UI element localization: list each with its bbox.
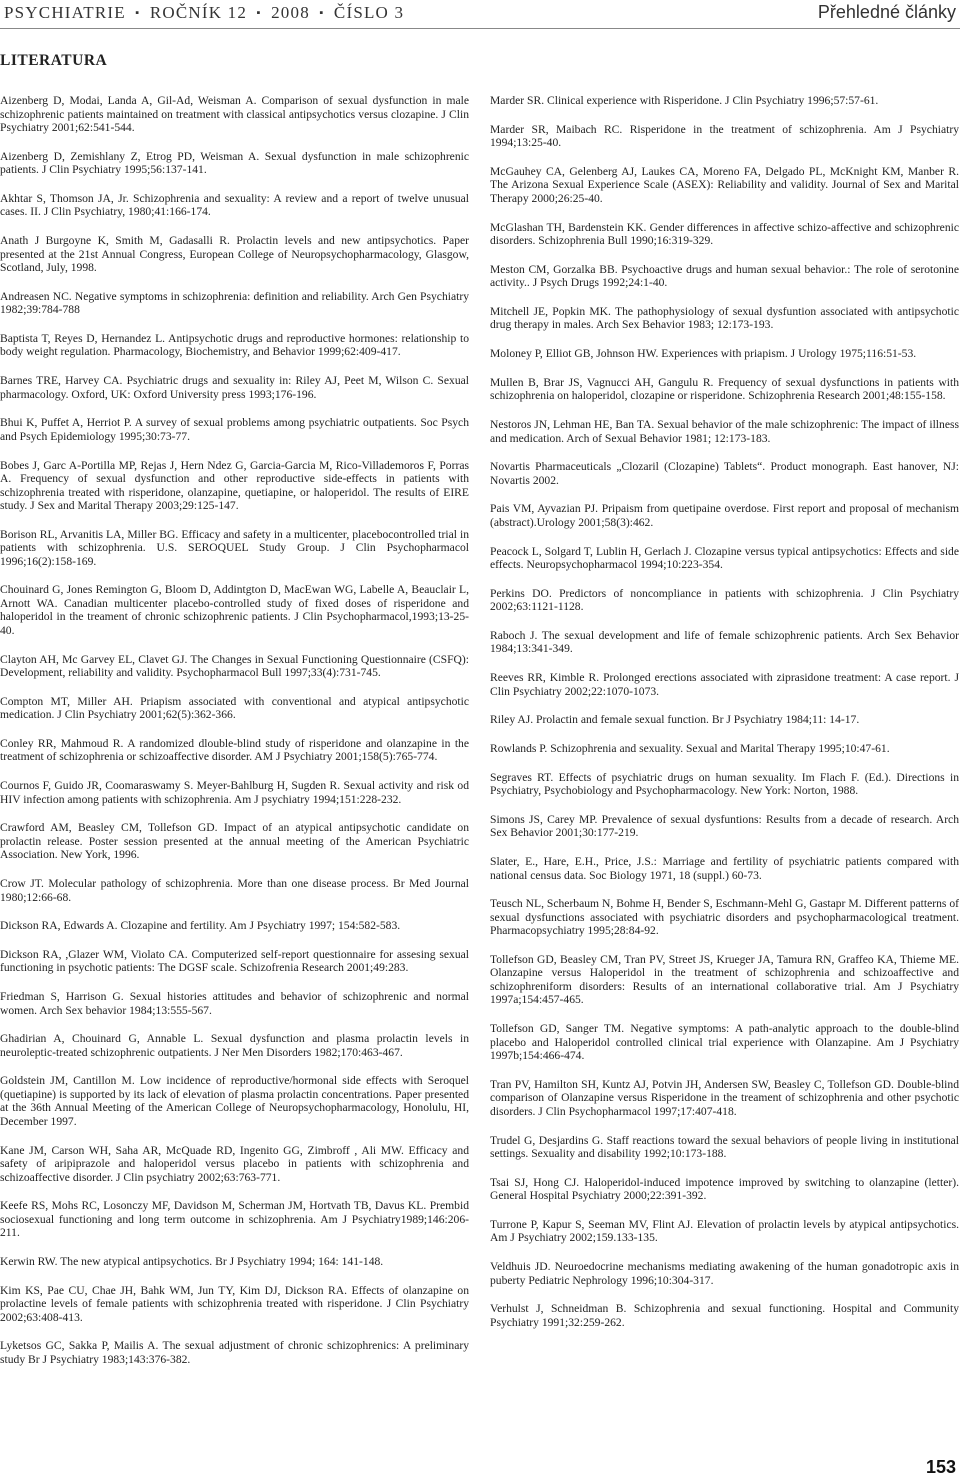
reference-entry: Chouinard G, Jones Remington G, Bloom D, Addintgton D, MacEwan WG, Labelle A, Beauclair L, Arnott WA. Canadian multicenter placebo-controlled study of fixed doses of risperidone and haloperidol in the treament of chronic schizophrenic patients. J Clin Psychopharmacol,1993;13-25-40. [0,583,469,637]
reference-entry: Moloney P, Elliot GB, Johnson HW. Experiences with priapism. J Urology 1975;116:51-53. [490,347,917,361]
reference-entry: Ghadirian A, Chouinard G, Annable L. Sexual dysfunction and plasma prolactin levels in neuroleptic-treated schizophrenic outpatients. J Ner Men Disorders 1982;170:463-467. [0,1032,469,1059]
reference-entry: Kane JM, Carson WH, Saha AR, McQuade RD, Ingenito GG, Zimbroff , Ali MW. Efficacy and safety of aripiprazole and haloperidol versus placebo in patients with schizophrenia and schizoaffective disorder. J Clin psychiatry 2002;63:763-771. [0,1143,469,1184]
reference-entry: Keefe RS, Mohs RC, Losonczy MF, Davidson M, Scherman JM, Hortvath TB, Davus KL. Prembid sociosexual functioning and long term outcome in schizophrenia. Am J Psychiatry1989;146:206-211. [0,1199,469,1240]
reference-entry: Raboch J. The sexual development and life of female schizophrenic patients. Arch Sex Behavior 1984;13:341-349. [490,628,959,656]
reference-entry: Akhtar S, Thomson JA, Jr. Schizophrenia and sexuality: A review and a report of twelve unusual cases. II. J Clin Psychiatry, 1980;41:166-174. [0,191,469,219]
reference-entry: Tsai SJ, Hong CJ. Haloperidol-induced impotence improved by switching to olanzapine (letter). General Hospital Psychiatry 2000;22:391-392. [490,1175,959,1203]
reference-entry: Tollefson GD, Beasley CM, Tran PV, Street JS, Krueger JA, Tamura RN, Graffeo KA, Thieme ME. Olanzapine versus Haloperidol in the treatment of schizophrenia and schizoaffective and schizophreniform disorders: Results of an international collaborative trial. Am J Psychiatry 1997a;154:457-465. [490,952,959,1007]
reference-entry: Conley RR, Mahmoud R. A randomized dlouble-blind study of risperidone and olanzapine in the treatment of schizophrenia or schizoaffective disorder. AM J Psychiatry 2001;158(5):765-774. [0,736,469,764]
reference-entry: Mitchell JE, Popkin MK. The pathophysiology of sexual dysfuntion associated with antipsychotic drug therapy in males. Arch Sex Behavior 1983; 12:173-193. [490,304,959,332]
reference-entry: Meston CM, Gorzalka BB. Psychoactive drugs and human sexual behavior.: The role of serotonine activity.. J Psych Drugs 1992;24:1-40. [490,262,959,290]
reference-entry: Segraves RT. Effects of psychiatric drugs on human sexuality. Im Flach F. (Ed.). Directions in Psychiatry, Psychobiology and Psychopharmacology. New York: Norton, 1988. [490,770,959,798]
reference-entry: Dickson RA, Edwards A. Clozapine and fertility. Am J Psychiatry 1997; 154:582-583. [0,919,401,933]
reference-entry: Crow JT. Molecular pathology of schizophrenia. More than one disease process. Br Med Journal 1980;12:66-68. [0,877,469,904]
reference-entry: Pais VM, Ayvazian PJ. Pripaism from quetipaine overdose. First report and proposal of mechanism (abstract).Urology 2001;58(3):462. [490,502,959,529]
section-title: Přehledné články [817,2,956,22]
reference-entry: Tollefson GD, Sanger TM. Negative symptoms: A path-analytic approach to the double-blind placebo and Haloperidol controlled clinical trial experience with Olanzapine. Am J Psychiatry 1997b;154:466-474. [490,1022,959,1063]
reference-entry: Crawford AM, Beasley CM, Tollefson GD. Impact of an atypical antipsychotic candidate on prolactin release. Poster session presented at the annual meeting of the American Psychiatric Association. New York, 1996. [0,821,469,862]
reference-entry: Veldhuis JD. Neuroedocrine mechanisms mediating awakening of the human gonadotropic axis in puberty Pediatric Nephrology 1996;10:304-317. [490,1260,959,1287]
reference-entry: Marder SR. Clinical experience with Risperidone. J Clin Psychiatry 1996;57:57-61. [490,94,879,107]
separator-square-icon: ▪ [319,7,325,19]
reference-entry: Andreasen NC. Negative symptoms in schizophrenia: definition and reliability. Arch Gen Psychiatry 1982;39:784-788 [0,289,469,317]
reference-entry: McGauhey CA, Gelenberg AJ, Laukes CA, Moreno FA, Delgado PL, McKnight KM, Manber R. The Arizona Sexual Experience Scale (ASEX): Reliability and validity. Journal of Sex and Marital Therapy 2000;26:25-40. [490,164,959,205]
reference-entry: Aizenberg D, Zemishlany Z, Etrog PD, Weisman A. Sexual dysfunction in male schizophrenic patients. J Clin Psychiatry 1995;56:137-141. [0,149,469,177]
reference-entry: Bobes J, Garc A-Portilla MP, Rejas J, Hern Ndez G, Garcia-Garcia M, Rico-Villademoros F, Porras A. Frequency of sexual dysfunction and other reproductive side-effects in patients with schizophrenia treated with risperidone, olanzapine, quetiapine, or haloperidol. The results of EIRE study. J Sex and Marital Therapy 2003;29:125-147. [0,458,469,512]
running-header [0,0,960,29]
reference-entry: Tran PV, Hamilton SH, Kuntz AJ, Potvin JH, Andersen SW, Beasley C, Tollefson GD. Double-blind comparison of Olanzapine versus Risperidone in the treament of schizophrenia and other psychotic disorders. J Clin Psychopharmacol 1997;17:407-418. [490,1077,959,1118]
reference-entry: Clayton AH, Mc Garvey EL, Clavet GJ. The Changes in Sexual Functioning Questionnaire (CSFQ): Development, reliability and validity. Psychopharmacol Bull 1997;33(4):731-745. [0,652,469,680]
reference-entry: Aizenberg D, Modai, Landa A, Gil-Ad, Weisman A. Comparison of sexual dysfunction in male schizophrenic patients maintained on treatment with classical antipsychotics versus clozapine. J Clin Psychiatry 2001;62:541-544. [0,94,469,134]
reference-entry: Bhui K, Puffet A, Herriot P. A survey of sexual problems among psychiatric outpatients. Soc Psych and Psych Epidemiology 1995;30:73-77. [0,416,469,443]
reference-entry: Baptista T, Reyes D, Hernandez L. Antipsychotic drugs and reproductive hormones: relationship to body weight regulation. Pharmacology, Biochemistry, and Behavior 1999;62:409-417. [0,331,469,359]
reference-entry: Mullen B, Brar JS, Vagnucci AH, Gangulu R. Frequency of sexual dysfunctions in patients with schizophrenia on haloperidol, clozapine or risperidone. Schizophrenia Research 2001;48:155-158. [490,375,959,403]
issue-label: ČÍSLO 3 [333,3,405,22]
references-heading: LITERATURA [0,52,108,69]
reference-entry: Slater, E., Hare, E.H., Price, J.S.: Marriage and fertility of psychiatric patients compared with national census data. Soc Biology 1971, 18 (suppl.) 60-73. [490,855,959,882]
volume-label: ROČNÍK 12 [149,3,248,22]
reference-entry: Friedman S, Harrison G. Sexual histories attitudes and behavior of schizophrenic and normal women. Arch Sex behavior 1984;13:555-567. [0,990,469,1017]
journal-name: PSYCHIATRIE [4,3,126,22]
reference-entry: Teusch NL, Scherbaum N, Bohme H, Bender S, Eschmann-Mehl G, Gastapr M. Different patterns of sexual dysfunctions associated with psychiatric disorders and psychopharmacological treatment. Pharmacopsychiatry 1995;28:84-92. [490,897,959,938]
reference-entry: Rowlands P. Schizophrenia and sexuality. Sexual and Marital Therapy 1995;10:47-61. [490,742,890,755]
reference-entry: Kim KS, Pae CU, Chae JH, Bahk WM, Jun TY, Kim DJ, Dickson RA. Effects of olanzapine on prolactine levels of female patients with schizophrenia treated with risperidone. J Clin Psychiatry 2002;63:408-413. [0,1283,469,1324]
reference-entry: Lyketsos GC, Sakka P, Mailis A. The sexual adjustment of chronic schizophrenics: A preliminary study Br J Psychiatry 1983;143:376-382. [0,1339,469,1366]
reference-entry: Perkins DO. Predictors of noncompliance in patients with schizophrenia. J Clin Psychiatry 2002;63:1121-1128. [490,586,959,614]
separator-square-icon: ▪ [256,7,262,19]
reference-entry: Reeves RR, Kimble R. Prolonged erections associated with ziprasidone treatment: A case report. J Clin Psychiatry 2002;22:1070-1073. [490,671,959,698]
reference-entry: Simons JS, Carey MP. Prevalence of sexual dysfuntions: Results from a decade of research. Arch Sex Behavior 2001;30:177-219. [490,812,959,840]
reference-entry: Peacock L, Solgard T, Lublin H, Gerlach J. Clozapine versus typical antipsychotics: Effects and side effects. Neuropsychopharmacol 1994;10:223-354. [490,544,959,572]
page-number: 153 [925,1457,956,1477]
reference-entry: Novartis Pharmaceuticals „Clozaril (Clozapine) Tablets“. Product monograph. East hanover, NJ: Novartis 2002. [490,460,959,487]
reference-entry: Verhulst J, Schneidman B. Schizophrenia and sexual functioning. Hospital and Community Psychiatry 1991;32:259-262. [490,1302,959,1329]
references-right-column [490,94,959,1344]
reference-entry: Trudel G, Desjardins G. Staff reactions toward the sexual behaviors of people living in institutional settings. Sexuality and disability 1992;10:173-188. [490,1133,959,1160]
journal-title [4,3,404,23]
reference-entry: Goldstein JM, Cantillon M. Low incidence of reproductive/hormonal side effects with Seroquel (quetiapine) is supported by its lack of elevation of plasma prolactin concentrations. Paper presented at the 36th Annual Meeting of the American College of Neuropsychopharmacology, Honolulu, HI, December 1997. [0,1074,469,1128]
references-left-column [0,94,469,1382]
reference-entry: Kerwin RW. The new atypical antipsychotics. Br J Psychiatry 1994; 164: 141-148. [0,1255,384,1268]
reference-entry: Riley AJ. Prolactin and female sexual function. Br J Psychiatry 1984;11: 14-17. [490,713,860,727]
reference-entry: Cournos F, Guido JR, Coomaraswamy S. Meyer-Bahlburg H, Sugden R. Sexual activity and risk od HIV infection among patients with schizophrenia. Am J psychiatry 1994;151:228-232. [0,779,469,806]
reference-entry: Borison RL, Arvanitis LA, Miller BG. Efficacy and safety in a multicenter, placebocontrolled trial in patients with schizophrenia. U.S. SEROQUEL Study Group. J Clin Psychopharmacol 1996;16(2):158-169. [0,527,469,568]
reference-entry: McGlashan TH, Bardenstein KK. Gender differences in affective schizo-affective and schizophrenic disorders. Schizophrenia Bull 1990;16:319-329. [490,220,959,248]
reference-entry: Turrone P, Kapur S, Seeman MV, Flint AJ. Elevation of prolactin levels by atypical antipsychotics. Am J Psychiatry 2002;159.133-135. [490,1217,959,1245]
reference-entry: Anath J Burgoyne K, Smith M, Gadasalli R. Prolactin levels and new antipsychotics. Paper presented at the 21st Annual Congress, European College of Neuropsychopharmacology, Glasgow, Scotland, July, 1998. [0,234,469,275]
reference-entry: Marder SR, Maibach RC. Risperidone in the treatment of schizophrenia. Am J Psychiatry 1994;13:25-40. [490,122,959,150]
reference-entry: Dickson RA, ,Glazer WM, Violato CA. Computerized self-report questionnaire for assesing sexual functioning in psychotic patients: The DGSF scale. Schizofrenia Research 2001;49:283. [0,947,469,975]
reference-entry: Nestoros JN, Lehman HE, Ban TA. Sexual behavior of the male schizophrenic: The impact of illness and medication. Arch of Sexual Behavior 1981; 12:173-183. [490,418,959,445]
separator-square-icon: ▪ [135,7,141,19]
year-label: 2008 [271,3,310,22]
reference-entry: Compton MT, Miller AH. Priapism associated with conventional and atypical antipsychotic medication. J Clin Psychiatry 2001;62(5):362-366. [0,694,469,722]
reference-entry: Barnes TRE, Harvey CA. Psychiatric drugs and sexuality in: Riley AJ, Peet M, Wilson C. Sexual pharmacology. Oxford, UK: Oxford University press 1993;176-196. [0,374,469,401]
